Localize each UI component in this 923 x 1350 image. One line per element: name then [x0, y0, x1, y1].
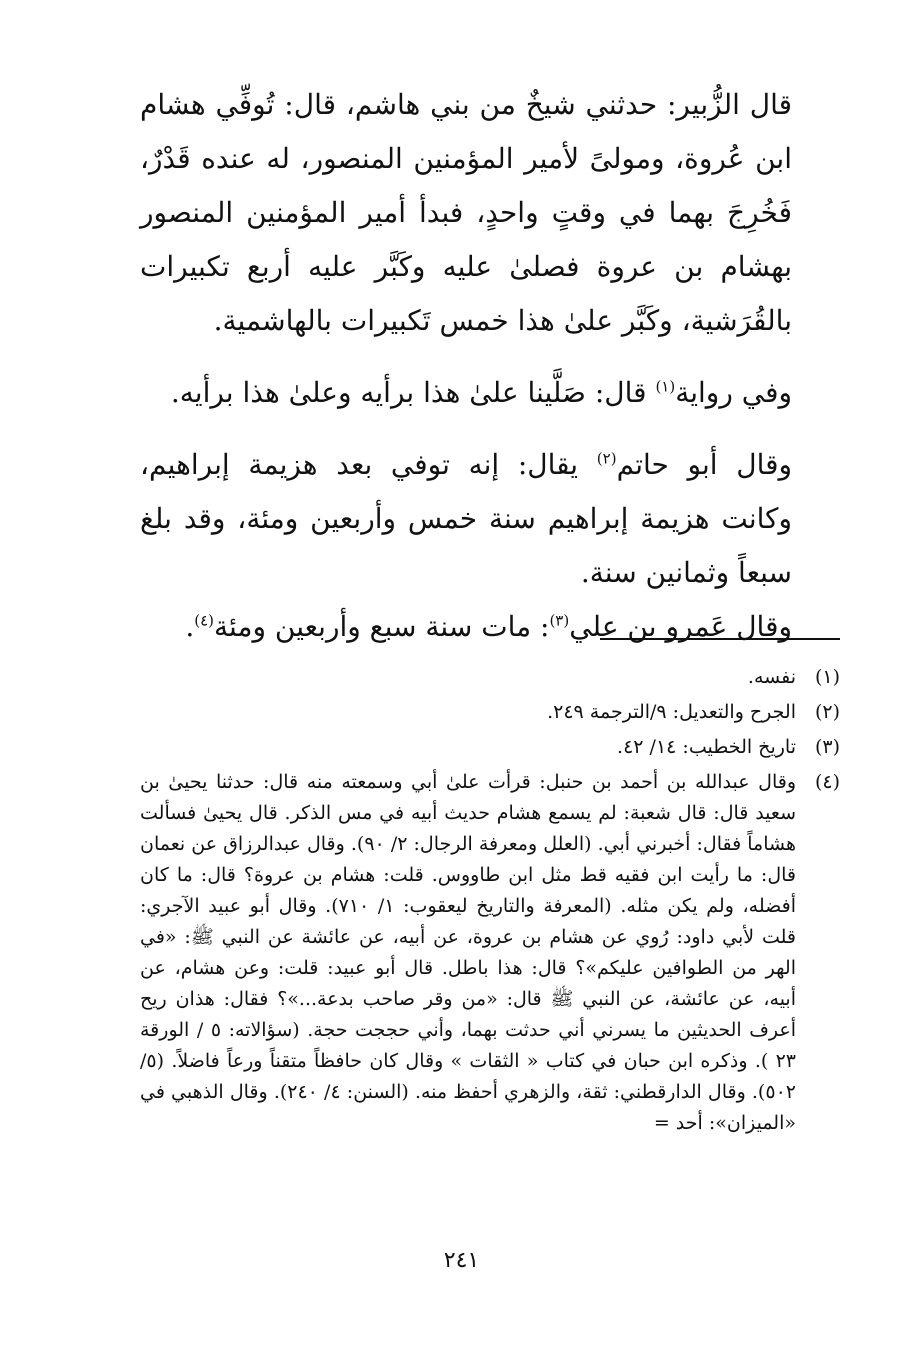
- paragraph-riwaya: [140, 366, 840, 420]
- paragraph-amr-text-mid: : مات سنة سبع وأربعين ومئة: [214, 610, 550, 643]
- footnote-text: تاريخ الخطيب: ١٤/ ٤٢.: [617, 736, 796, 758]
- footnote-2: [140, 697, 840, 728]
- footnotes: [140, 662, 840, 1139]
- footnote-ref-3[interactable]: (٣): [549, 611, 570, 630]
- footnote-3: [140, 732, 840, 763]
- footnote-number: (٣): [814, 736, 840, 758]
- footnote-text: وقال عبدالله بن أحمد بن حنبل: قرأت علىٰ أبي وسمعته منه قال: حدثنا يحيىٰ بن سعيد قال: قال شعبة: لم يسمع هشام حديث أبيه في مس الذكر. قال يحيىٰ فسألت هشاماً فقال: أخبرني أبي. (العلل ومعرفة الرجال: ٢/ ٩٠). وقال عبدالرزاق عن نعمان قال: ما رأيت ابن فقيه قط مثل ابن طاووس. قلت: هشام بن عروة؟ قال: ما كان أفضله، ولم يكن مثله. (المعرفة والتاريخ ليعقوب: ١/ ٧١٠). وقال أبو عبيد الآجري: قلت لأبي داود: رُوي عن هشام بن عروة، عن أبيه، عن عائشة عن النبي ﷺ: «في الهر من الطوافين عليكم»؟ قال: هذا باطل. قال أبو عبيد: قلت: وعن هشام، عن أبيه، عن عائشة، عن النبي ﷺ قال: «من وقر صاحب بدعة...»؟ فقال: هذان ريح أعرف الحديثين ما يسرني أني حدثت بهما، وأني حججت حجة. (سؤالاته: ٥ / الورقة ٢٣ ). وذكره ابن حبان في كتاب « الثقات » وقال كان حافظاً متقناً ورعاً فاضلاً. (٥/ ٥٠٢). وقال الدارقطني: ثقة، والزهري أحفظ منه. (السنن: ٤/ ٢٤٠). وقال الذهبي في «الميزان»: أحد =: [140, 771, 796, 1134]
- footnote-1: [140, 662, 840, 693]
- footnote-ref-1[interactable]: (١): [655, 377, 676, 396]
- paragraph-riwaya-text-end: قال: صَلَّينا علىٰ هذا برأيه وعلىٰ هذا برأيه.: [170, 376, 656, 409]
- paragraph-riwaya-text-start: وفي رواية: [675, 376, 792, 409]
- footnote-4: [140, 767, 840, 1139]
- footnote-number: (١): [814, 666, 840, 688]
- page-number: ٢٤١: [443, 1248, 480, 1273]
- paragraph-abu-hatim: [140, 438, 840, 600]
- footnote-number: (٤): [814, 771, 840, 793]
- paragraph-abu-hatim-text-end: يقال: إنه توفي بعد هزيمة إبراهيم، وكانت هزيمة إبراهيم سنة خمس وأربعين ومئة، وقد بلغ سبعاً وثمانين سنة.: [140, 448, 792, 589]
- paragraph-zubayr-text: قال الزُّبير: حدثني شيخٌ من بني هاشم، قال: تُوفِّي هشام ابن عُروة، ومولىً لأمير المؤمنين المنصور، له عنده قَدْرٌ، فَخُرِجَ بهما في وقتٍ واحدٍ، فبدأ أمير المؤمنين المنصور بهشام بن عروة فصلىٰ عليه وكَبَّر عليه أربع تكبيرات بالقُرَشية، وكَبَّر علىٰ هذا خمس تَكبيرات بالهاشمية.: [140, 88, 792, 337]
- footnote-separator: [600, 638, 840, 640]
- footnote-text: نفسه.: [747, 666, 796, 688]
- paragraph-amr: [140, 600, 840, 654]
- footnote-ref-4[interactable]: (٤): [194, 611, 214, 630]
- paragraph-abu-hatim-text-start: وقال أبو حاتم: [616, 448, 792, 481]
- footnote-ref-2[interactable]: (٢): [596, 449, 617, 468]
- main-text: [140, 78, 840, 654]
- paragraph-amr-text-end: .: [185, 610, 195, 643]
- paragraph-amr-text-start: وقال عَمرو بن علي: [569, 610, 792, 643]
- footnote-number: (٢): [814, 701, 840, 723]
- paragraph-zubayr: [140, 78, 840, 348]
- footnote-text: الجرح والتعديل: ٩/الترجمة ٢٤٩.: [547, 701, 796, 723]
